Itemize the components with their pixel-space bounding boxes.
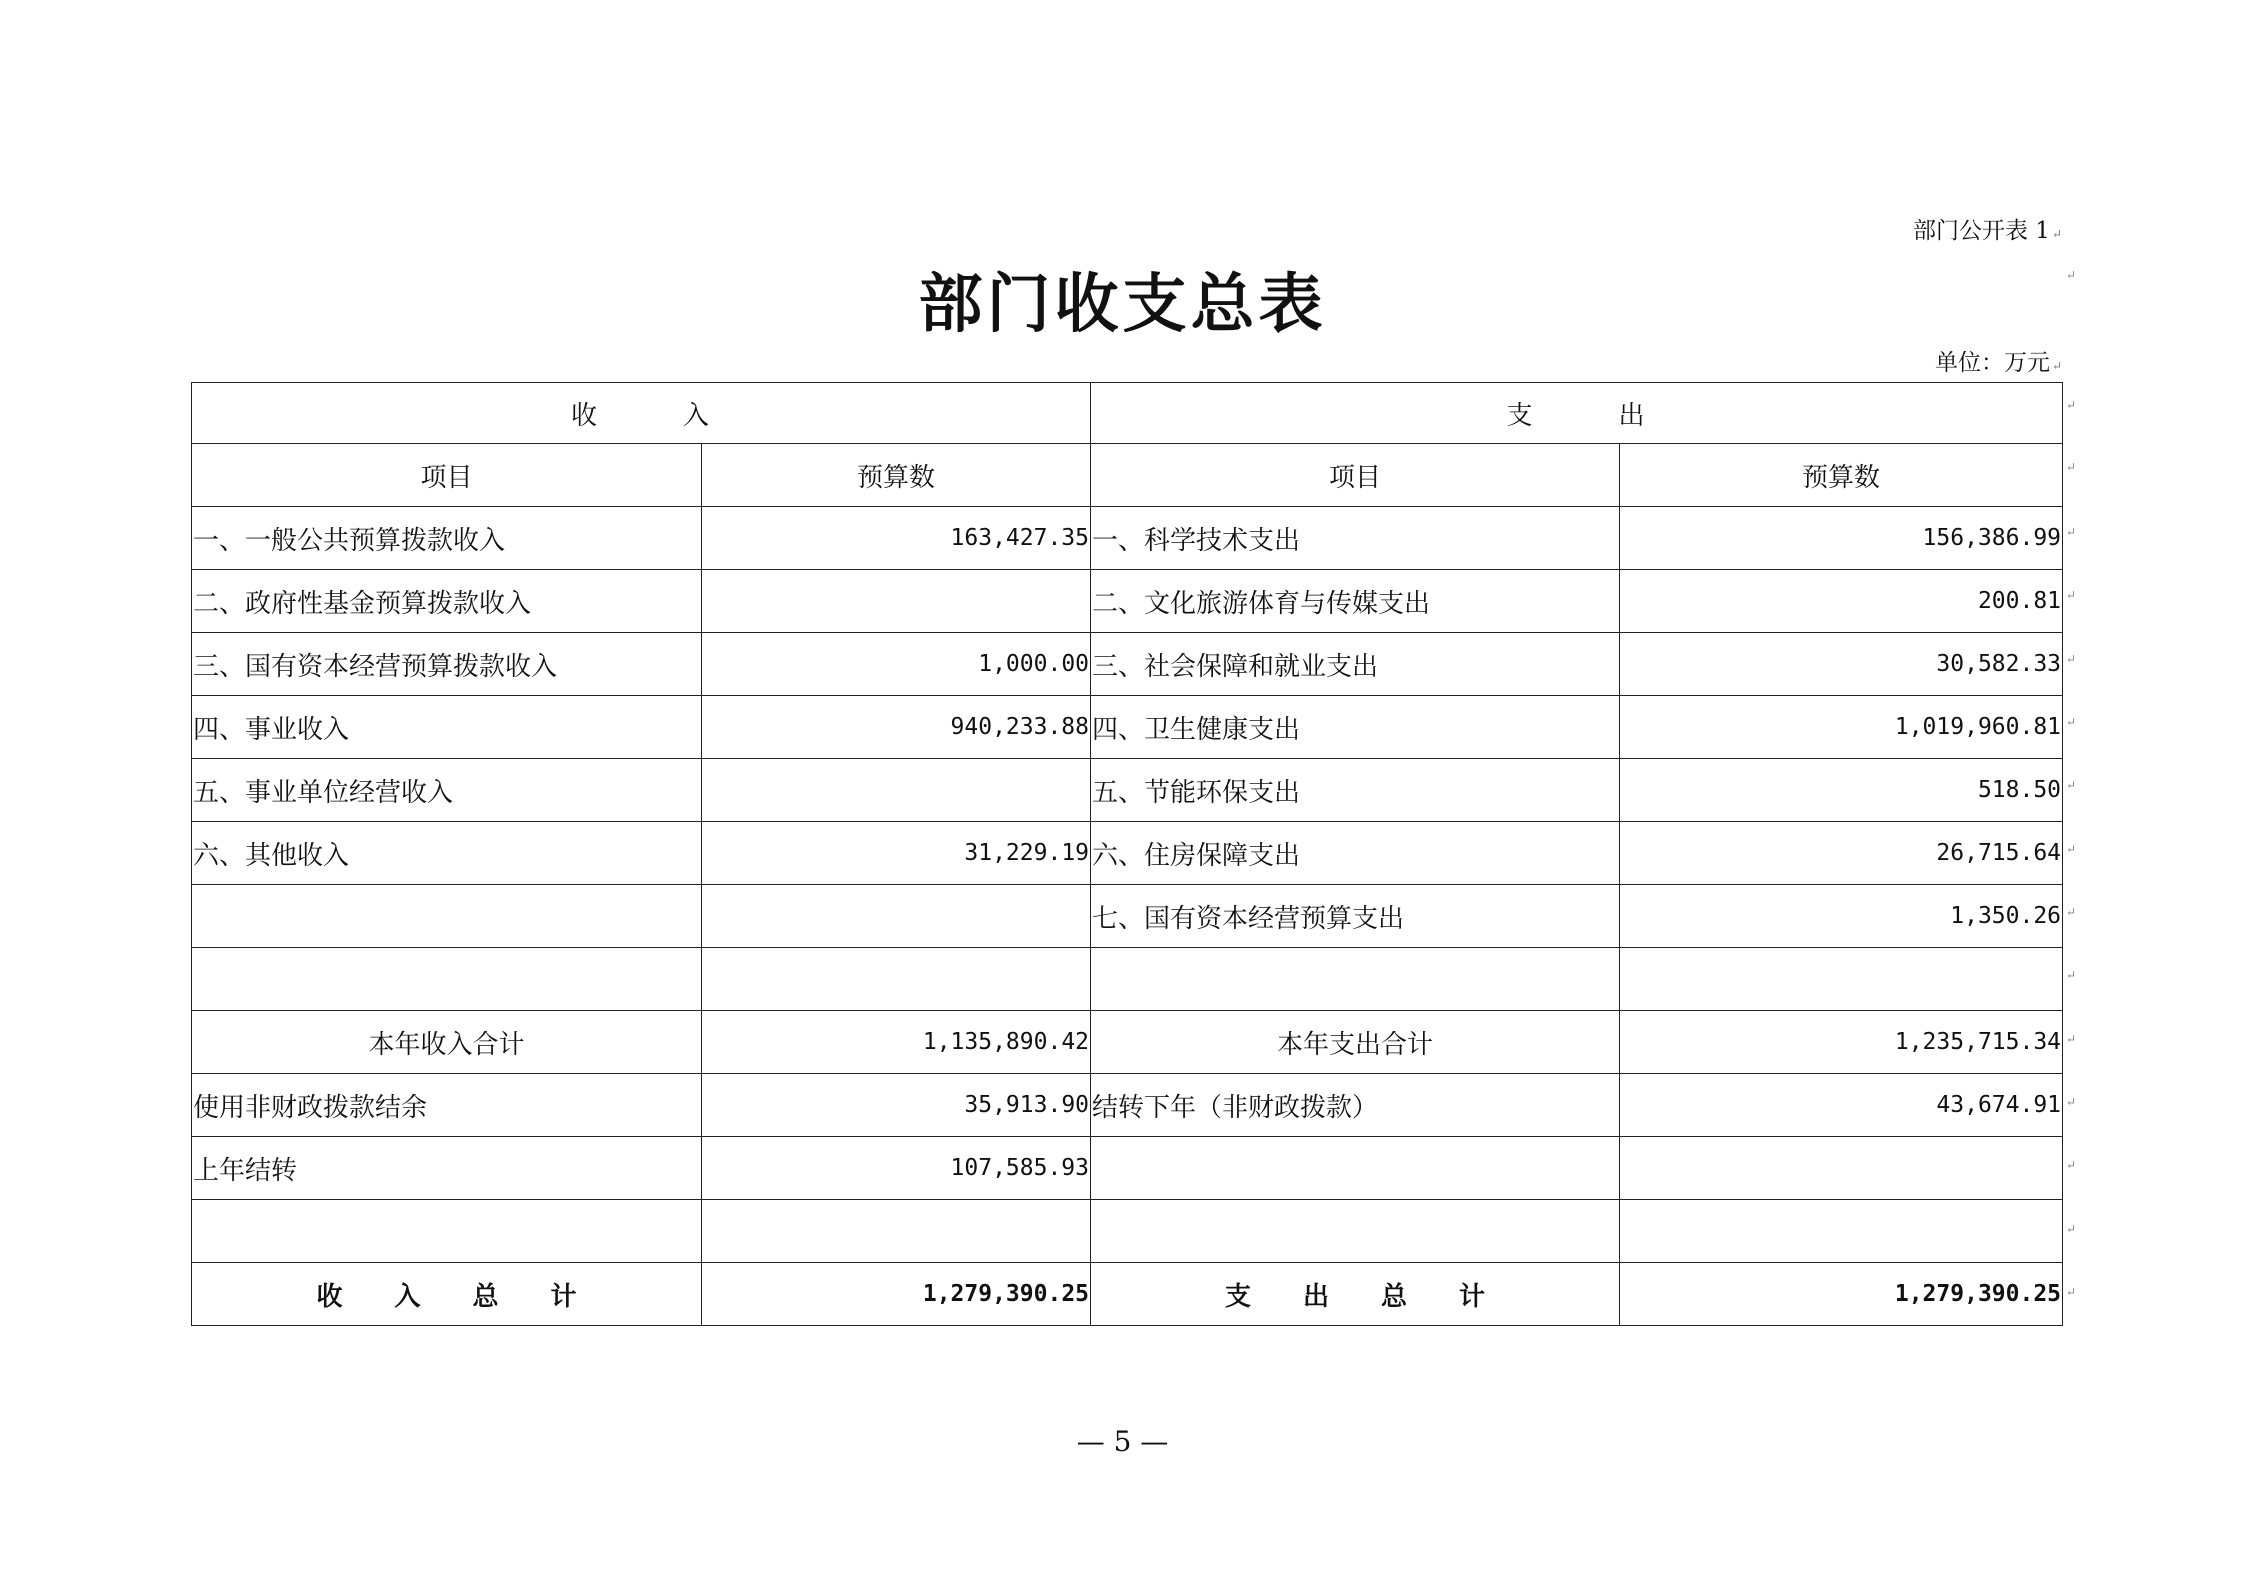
expense-value-cell: 26,715.64 [1620, 822, 2063, 885]
income-value-cell [702, 1200, 1091, 1263]
grand-income-total-value: 1,279,390.25 [702, 1263, 1091, 1326]
expense-value-cell: 30,582.33 [1620, 633, 2063, 696]
page-title: 部门收支总表 [918, 267, 1327, 342]
expense-value-cell [1620, 1200, 2063, 1263]
paragraph-mark-icon: ↵ [2066, 968, 2077, 982]
expense-item-cell: 六、住房保障支出 [1091, 822, 1620, 885]
expense-item-column-header: 项目 [1091, 444, 1620, 507]
year-income-total-value: 1,135,890.42 [702, 1011, 1091, 1074]
expense-value-cell [1620, 948, 2063, 1011]
table-row [192, 1200, 2063, 1263]
income-item-cell [192, 1200, 702, 1263]
income-value-cell: 940,233.88 [702, 696, 1091, 759]
income-item-cell: 使用非财政拨款结余 [192, 1074, 702, 1137]
expense-item-cell [1091, 1137, 1620, 1200]
table-row [192, 570, 2063, 633]
income-value-cell: 1,000.00 [702, 633, 1091, 696]
expense-item-cell: 三、社会保障和就业支出 [1091, 633, 1620, 696]
table-row [192, 1074, 2063, 1137]
table-row [192, 759, 2063, 822]
year-income-total-label: 本年收入合计 [192, 1011, 702, 1074]
paragraph-mark-icon: ↵ [2066, 588, 2077, 602]
income-item-cell: 三、国有资本经营预算拨款收入 [192, 633, 702, 696]
table-row [192, 885, 2063, 948]
expense-item-cell [1091, 948, 1620, 1011]
expense-item-cell: 七、国有资本经营预算支出 [1091, 885, 1620, 948]
income-item-column-header: 项目 [192, 444, 702, 507]
paragraph-mark-icon: ↵ [2066, 1158, 2077, 1172]
paragraph-mark-icon: ↵ [2066, 1032, 2077, 1046]
table-row [192, 507, 2063, 570]
table-section-header [192, 383, 2063, 444]
paragraph-mark-icon: ↵ [2066, 1222, 2077, 1236]
income-item-cell: 上年结转 [192, 1137, 702, 1200]
paragraph-mark-icon: ↵ [2066, 1285, 2077, 1299]
page-number: — 5 — [1076, 1425, 1169, 1458]
income-item-cell: 一、一般公共预算拨款收入 [192, 507, 702, 570]
grand-income-total-label: 收 入 总 计 [192, 1263, 702, 1326]
income-item-cell: 四、事业收入 [192, 696, 702, 759]
table-row [192, 1137, 2063, 1200]
paragraph-mark-icon: ↵ [2066, 1095, 2077, 1109]
income-value-cell [702, 948, 1091, 1011]
paragraph-mark-icon: ↵ [2066, 905, 2077, 919]
income-value-cell: 163,427.35 [702, 507, 1091, 570]
paragraph-mark-icon: ↵ [2066, 842, 2077, 856]
paragraph-mark-icon: ↵ [2066, 778, 2077, 792]
budget-summary-table [191, 382, 2063, 1326]
table-column-header [192, 444, 2063, 507]
expense-item-cell: 四、卫生健康支出 [1091, 696, 1620, 759]
paragraph-mark-icon: ↵ [2066, 460, 2077, 474]
expense-value-cell: 43,674.91 [1620, 1074, 2063, 1137]
income-value-cell: 31,229.19 [702, 822, 1091, 885]
income-item-cell: 五、事业单位经营收入 [192, 759, 702, 822]
table-row [192, 633, 2063, 696]
income-item-cell [192, 885, 702, 948]
income-budget-column-header: 预算数 [702, 444, 1091, 507]
expense-value-cell: 1,019,960.81 [1620, 696, 2063, 759]
paragraph-mark-icon: ↵ [2066, 715, 2077, 729]
form-label-text: 部门公开表 1 [1912, 218, 2050, 244]
expense-value-cell: 1,350.26 [1620, 885, 2063, 948]
income-value-cell: 35,913.90 [702, 1074, 1091, 1137]
expense-value-cell: 200.81 [1620, 570, 2063, 633]
grand-expense-total-label: 支 出 总 计 [1091, 1263, 1620, 1326]
paragraph-mark-icon: ↵ [2066, 652, 2077, 666]
year-total-row [192, 1011, 2063, 1074]
expense-value-cell: 156,386.99 [1620, 507, 2063, 570]
paragraph-mark-icon: ↵ [2066, 525, 2077, 539]
income-section-header: 收 入 [192, 383, 1091, 444]
unit-label [1935, 344, 2062, 377]
paragraph-mark-icon: ↵ [2066, 268, 2077, 282]
income-value-cell [702, 570, 1091, 633]
unit-label-text: 单位：万元 [1934, 350, 2050, 376]
expense-value-cell [1620, 1137, 2063, 1200]
paragraph-mark-icon: ↵ [2051, 359, 2062, 373]
paragraph-mark-icon: ↵ [2051, 227, 2062, 241]
expense-value-cell: 518.50 [1620, 759, 2063, 822]
expense-budget-column-header: 预算数 [1620, 444, 2063, 507]
year-expense-total-value: 1,235,715.34 [1620, 1011, 2063, 1074]
expense-item-cell: 一、科学技术支出 [1091, 507, 1620, 570]
expense-section-header: 支 出 [1091, 383, 2063, 444]
table-row [192, 948, 2063, 1011]
expense-item-cell [1091, 1200, 1620, 1263]
table-row [192, 822, 2063, 885]
year-expense-total-label: 本年支出合计 [1091, 1011, 1620, 1074]
income-value-cell [702, 759, 1091, 822]
income-value-cell: 107,585.93 [702, 1137, 1091, 1200]
grand-expense-total-value: 1,279,390.25 [1620, 1263, 2063, 1326]
expense-item-cell: 结转下年（非财政拨款） [1091, 1074, 1620, 1137]
expense-item-cell: 五、节能环保支出 [1091, 759, 1620, 822]
expense-item-cell: 二、文化旅游体育与传媒支出 [1091, 570, 1620, 633]
form-label [1913, 212, 2062, 245]
income-item-cell: 二、政府性基金预算拨款收入 [192, 570, 702, 633]
income-item-cell [192, 948, 702, 1011]
income-value-cell [702, 885, 1091, 948]
income-item-cell: 六、其他收入 [192, 822, 702, 885]
paragraph-mark-icon: ↵ [2066, 398, 2077, 412]
grand-total-row [192, 1263, 2063, 1326]
table-row [192, 696, 2063, 759]
